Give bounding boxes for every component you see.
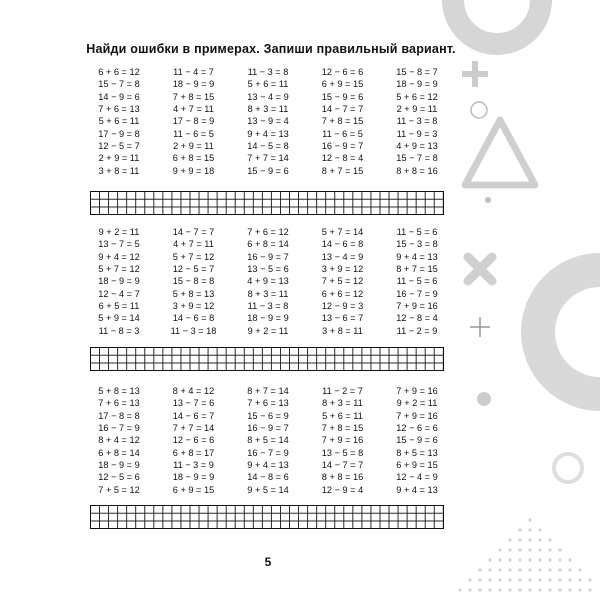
example-equation: 3 + 9 = 12 — [321, 264, 364, 275]
example-equation: 8 + 3 = 11 — [322, 398, 363, 409]
example-equation: 6 + 8 = 15 — [172, 153, 215, 164]
example-equation: 5 + 7 = 12 — [98, 264, 140, 275]
circle-outline-bottom — [554, 454, 582, 482]
example-equation: 6 + 5 = 11 — [98, 301, 140, 312]
example-equation: 14 − 7 = 7 — [321, 460, 364, 471]
example-equation: 15 − 3 = 8 — [396, 239, 438, 250]
half-ring-shape — [538, 270, 600, 394]
example-equation: 15 − 7 = 8 — [98, 79, 140, 90]
example-equation: 3 + 9 = 12 — [172, 301, 215, 312]
example-equation: 11 − 3 = 8 — [396, 116, 438, 127]
example-equation: 8 + 8 = 16 — [321, 472, 364, 483]
gray-dot — [477, 392, 491, 406]
example-equation: 18 − 9 = 9 — [98, 276, 140, 287]
ring-shape-top — [453, 0, 541, 44]
example-equation: 11 − 4 = 7 — [173, 67, 214, 77]
example-equation: 3 + 8 = 11 — [322, 325, 363, 336]
example-equation: 13 − 6 = 7 — [321, 313, 364, 324]
answer-grid-1[interactable] — [90, 191, 444, 215]
example-equation: 9 + 4 = 13 — [396, 484, 438, 495]
example-equation: 16 − 7 = 9 — [247, 447, 289, 458]
example-equation: 15 − 8 = 8 — [172, 276, 215, 287]
example-equation: 6 + 9 = 15 — [172, 484, 215, 495]
example-columns — [86, 66, 450, 177]
example-equation: 14 − 6 = 7 — [172, 410, 215, 421]
example-equation: 8 + 3 = 11 — [247, 288, 289, 299]
example-equation: 7 + 5 = 12 — [321, 276, 364, 287]
example-column — [235, 385, 301, 496]
example-equation: 8 + 8 = 16 — [396, 165, 438, 176]
example-equation: 14 − 8 = 6 — [247, 472, 289, 483]
example-equation: 9 + 5 = 14 — [247, 484, 289, 495]
example-equation: 12 − 8 = 4 — [321, 153, 364, 164]
example-equation: 13 − 9 = 4 — [247, 116, 289, 127]
example-equation: 6 + 8 = 14 — [247, 239, 289, 250]
cross-icon — [468, 257, 492, 281]
example-equation: 12 − 9 = 4 — [321, 484, 364, 495]
example-equation: 7 + 7 = 14 — [172, 423, 215, 434]
example-column — [161, 226, 227, 337]
example-equation: 11 − 9 = 3 — [396, 128, 438, 139]
example-equation: 17 − 8 = 9 — [172, 116, 215, 127]
example-equation: 16 − 7 = 9 — [396, 288, 438, 299]
example-equation: 5 + 9 = 14 — [98, 313, 140, 324]
example-equation: 17 − 9 = 8 — [98, 128, 140, 139]
example-equation: 5 + 7 = 14 — [321, 227, 364, 237]
exercise-block-1 — [86, 66, 450, 177]
example-equation: 16 − 9 = 7 — [321, 141, 364, 152]
example-equation: 5 + 8 = 13 — [98, 386, 140, 396]
example-equation: 11 − 8 = 3 — [98, 325, 140, 336]
example-equation: 7 + 8 = 15 — [321, 423, 364, 434]
example-equation: 8 + 4 = 12 — [98, 435, 140, 446]
example-equation: 8 + 7 = 14 — [247, 386, 289, 396]
example-equation: 15 − 7 = 8 — [396, 153, 438, 164]
example-column — [235, 66, 301, 177]
example-equation: 7 + 6 = 13 — [247, 398, 289, 409]
example-equation: 15 − 9 = 6 — [321, 91, 364, 102]
example-equation: 18 − 9 = 9 — [172, 79, 215, 90]
example-equation: 8 + 3 = 11 — [247, 104, 289, 115]
example-equation: 2 + 9 = 11 — [98, 153, 140, 164]
example-equation: 12 − 5 = 7 — [172, 264, 215, 275]
example-equation: 11 − 2 = 9 — [396, 325, 438, 336]
example-equation: 14 − 7 = 7 — [321, 104, 364, 115]
example-equation: 7 + 9 = 16 — [396, 301, 438, 312]
small-circle-outline — [471, 102, 487, 118]
example-equation: 11 − 5 = 6 — [396, 276, 438, 287]
example-equation: 12 − 6 = 6 — [321, 67, 364, 77]
example-equation: 5 + 6 = 11 — [98, 116, 140, 127]
answer-grid-3[interactable] — [90, 505, 444, 529]
example-columns — [86, 385, 450, 496]
example-equation: 15 − 6 = 9 — [247, 410, 289, 421]
example-equation: 6 + 9 = 15 — [396, 460, 438, 471]
example-columns — [86, 226, 450, 337]
example-equation: 16 − 7 = 9 — [98, 423, 140, 434]
exercise-title: Найди ошибки в примерах. Запиши правильный вариант. — [86, 42, 456, 56]
example-equation: 17 − 8 = 8 — [98, 410, 140, 421]
example-equation: 11 − 2 = 7 — [322, 386, 363, 396]
example-column — [86, 226, 152, 337]
example-equation: 13 − 5 = 8 — [321, 447, 364, 458]
page-number: 5 — [264, 555, 272, 569]
example-equation: 13 − 5 = 6 — [247, 264, 289, 275]
example-equation: 5 + 6 = 12 — [396, 91, 438, 102]
exercise-block-2 — [86, 226, 450, 337]
example-equation: 13 − 4 = 9 — [321, 251, 364, 262]
example-equation: 11 − 3 = 8 — [247, 67, 289, 77]
answer-grid-2[interactable] — [90, 347, 444, 371]
example-equation: 14 − 5 = 8 — [247, 141, 289, 152]
example-equation: 9 + 4 = 12 — [98, 251, 140, 262]
example-column — [384, 226, 450, 337]
example-column — [310, 226, 376, 337]
example-equation: 7 + 9 = 16 — [396, 386, 438, 396]
triangle-shape — [465, 120, 535, 185]
example-equation: 12 − 6 = 6 — [172, 435, 215, 446]
example-equation: 4 + 7 = 11 — [173, 239, 214, 250]
example-equation: 12 − 9 = 3 — [321, 301, 364, 312]
example-column — [86, 66, 152, 177]
example-equation: 8 + 4 = 12 — [172, 386, 215, 396]
example-equation: 15 − 9 = 6 — [247, 165, 289, 176]
example-equation: 18 − 9 = 9 — [396, 79, 438, 90]
example-equation: 6 + 6 = 12 — [98, 67, 140, 77]
example-column — [310, 385, 376, 496]
example-equation: 14 − 6 = 8 — [321, 239, 364, 250]
example-equation: 11 − 6 = 5 — [322, 128, 363, 139]
example-equation: 6 + 9 = 15 — [321, 79, 364, 90]
exercise-block-3 — [86, 385, 450, 496]
example-equation: 13 − 4 = 9 — [247, 91, 289, 102]
example-equation: 8 + 5 = 14 — [247, 435, 289, 446]
example-equation: 15 − 9 = 6 — [396, 435, 438, 446]
example-equation: 9 + 4 = 13 — [247, 460, 289, 471]
small-dot — [485, 197, 491, 203]
example-equation: 7 + 9 = 16 — [321, 435, 364, 446]
example-equation: 8 + 7 = 15 — [321, 165, 364, 176]
example-equation: 16 − 9 = 7 — [247, 251, 289, 262]
example-column — [310, 66, 376, 177]
example-equation: 9 + 4 = 13 — [247, 128, 289, 139]
example-equation: 15 − 8 = 7 — [396, 67, 438, 77]
example-equation: 8 + 7 = 15 — [396, 264, 438, 275]
example-equation: 6 + 6 = 12 — [321, 288, 364, 299]
example-equation: 9 + 9 = 18 — [172, 165, 215, 176]
plus-icon-top — [462, 61, 488, 87]
example-column — [384, 66, 450, 177]
example-equation: 4 + 7 = 11 — [173, 104, 214, 115]
example-equation: 7 + 6 = 13 — [98, 104, 140, 115]
example-equation: 12 − 5 = 7 — [98, 141, 140, 152]
example-equation: 3 + 8 = 11 — [98, 165, 140, 176]
example-equation: 6 + 8 = 14 — [98, 447, 140, 458]
example-equation: 18 − 9 = 9 — [247, 313, 289, 324]
example-equation: 2 + 9 = 11 — [173, 141, 214, 152]
example-column — [384, 385, 450, 496]
example-column — [235, 226, 301, 337]
example-equation: 11 − 5 = 6 — [396, 227, 438, 237]
example-equation: 13 − 7 = 5 — [98, 239, 140, 250]
example-equation: 9 + 2 = 11 — [396, 398, 438, 409]
example-equation: 11 − 3 = 8 — [247, 301, 289, 312]
example-equation: 14 − 9 = 6 — [98, 91, 140, 102]
example-equation: 14 − 7 = 7 — [172, 227, 215, 237]
example-equation: 6 + 8 = 17 — [172, 447, 215, 458]
example-column — [161, 66, 227, 177]
example-equation: 9 + 4 = 13 — [396, 251, 438, 262]
example-equation: 7 + 6 = 13 — [98, 398, 140, 409]
example-equation: 18 − 9 = 9 — [172, 472, 215, 483]
example-equation: 16 − 9 = 7 — [247, 423, 289, 434]
example-equation: 5 + 6 = 11 — [322, 410, 363, 421]
example-equation: 11 − 6 = 5 — [173, 128, 214, 139]
example-equation: 14 − 6 = 8 — [172, 313, 215, 324]
example-equation: 5 + 7 = 12 — [172, 251, 215, 262]
example-equation: 7 + 8 = 15 — [172, 91, 215, 102]
example-equation: 7 + 7 = 14 — [247, 153, 289, 164]
example-column — [86, 385, 152, 496]
example-equation: 5 + 8 = 13 — [172, 288, 215, 299]
example-equation: 5 + 6 = 11 — [247, 79, 289, 90]
example-equation: 13 − 7 = 6 — [172, 398, 215, 409]
example-equation: 7 + 5 = 12 — [98, 484, 140, 495]
example-equation: 4 + 9 = 13 — [247, 276, 289, 287]
example-equation: 7 + 6 = 12 — [247, 227, 289, 237]
example-equation: 12 − 6 = 6 — [396, 423, 438, 434]
plus-icon-thin — [470, 317, 490, 337]
example-equation: 11 − 3 = 9 — [173, 460, 214, 471]
example-equation: 9 + 2 = 11 — [247, 325, 289, 336]
example-equation: 12 − 4 = 7 — [98, 288, 140, 299]
example-equation: 12 − 5 = 6 — [98, 472, 140, 483]
example-equation: 18 − 9 = 9 — [98, 460, 140, 471]
example-equation: 7 + 9 = 16 — [396, 410, 438, 421]
example-equation: 2 + 9 = 11 — [396, 104, 438, 115]
example-equation: 4 + 9 = 13 — [396, 141, 438, 152]
example-equation: 12 − 4 = 9 — [396, 472, 438, 483]
example-equation: 9 + 2 = 11 — [98, 227, 140, 237]
example-equation: 8 + 5 = 13 — [396, 447, 438, 458]
example-equation: 12 − 8 = 4 — [396, 313, 438, 324]
example-column — [161, 385, 227, 496]
example-equation: 11 − 3 = 18 — [170, 325, 217, 336]
example-equation: 7 + 8 = 15 — [321, 116, 364, 127]
